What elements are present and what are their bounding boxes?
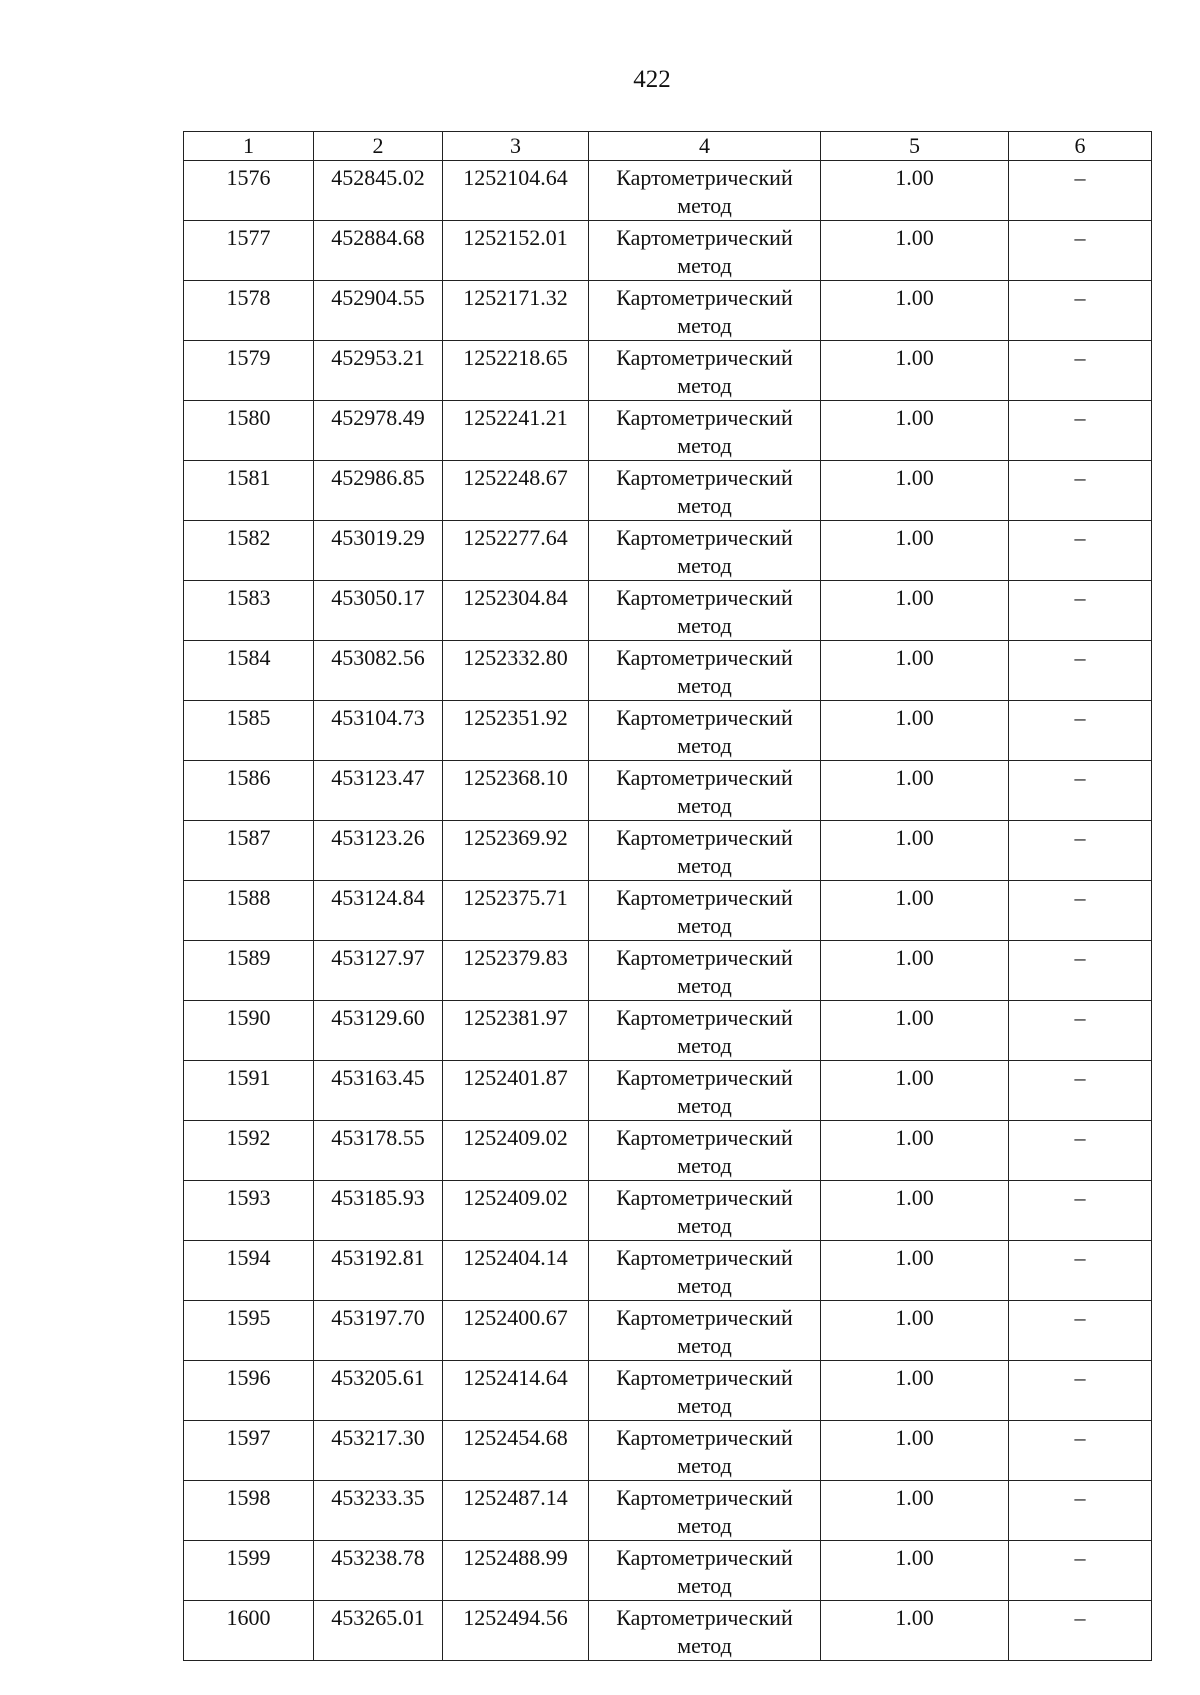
method-line-2: метод [677,253,732,278]
x-coordinate-cell: 453082.56 [314,641,443,701]
accuracy-cell: 1.00 [821,1181,1009,1241]
method-line-2: метод [677,193,732,218]
x-coordinate-cell: 453233.35 [314,1481,443,1541]
x-coordinate-cell: 452904.55 [314,281,443,341]
method-cell [589,1301,821,1361]
x-coordinate-cell: 452884.68 [314,221,443,281]
method-line-1: Картометрический [616,465,793,490]
method-cell [589,1601,821,1661]
method-line-1: Картометрический [616,1125,793,1150]
x-coordinate-cell: 453123.26 [314,821,443,881]
x-coordinate-cell: 453104.73 [314,701,443,761]
accuracy-cell: 1.00 [821,521,1009,581]
column-header: 2 [314,132,443,161]
x-coordinate-cell: 452986.85 [314,461,443,521]
note-cell: – [1009,521,1152,581]
method-line-1: Картометрический [616,765,793,790]
x-coordinate-cell: 453192.81 [314,1241,443,1301]
method-cell [589,1541,821,1601]
method-line-1: Картометрический [616,1245,793,1270]
accuracy-cell: 1.00 [821,1301,1009,1361]
point-number-cell: 1582 [184,521,314,581]
table-body [184,161,1152,1661]
accuracy-cell: 1.00 [821,341,1009,401]
column-header: 1 [184,132,314,161]
table-row [184,1361,1152,1421]
y-coordinate-cell: 1252152.01 [443,221,589,281]
point-number-cell: 1581 [184,461,314,521]
column-header: 6 [1009,132,1152,161]
y-coordinate-cell: 1252304.84 [443,581,589,641]
accuracy-cell: 1.00 [821,581,1009,641]
point-number-cell: 1594 [184,1241,314,1301]
note-cell: – [1009,1301,1152,1361]
y-coordinate-cell: 1252332.80 [443,641,589,701]
method-line-2: метод [677,913,732,938]
y-coordinate-cell: 1252248.67 [443,461,589,521]
method-line-2: метод [677,733,732,758]
table-row [184,461,1152,521]
x-coordinate-cell: 453163.45 [314,1061,443,1121]
method-cell [589,1361,821,1421]
accuracy-cell: 1.00 [821,1421,1009,1481]
note-cell: – [1009,1421,1152,1481]
accuracy-cell: 1.00 [821,1241,1009,1301]
method-line-1: Картометрический [616,705,793,730]
method-line-1: Картометрический [616,1545,793,1570]
point-number-cell: 1579 [184,341,314,401]
table-row [184,281,1152,341]
method-line-1: Картометрический [616,885,793,910]
y-coordinate-cell: 1252488.99 [443,1541,589,1601]
x-coordinate-cell: 453129.60 [314,1001,443,1061]
table-row [184,1121,1152,1181]
method-cell [589,1481,821,1541]
x-coordinate-cell: 453178.55 [314,1121,443,1181]
x-coordinate-cell: 452845.02 [314,161,443,221]
y-coordinate-cell: 1252409.02 [443,1181,589,1241]
x-coordinate-cell: 453185.93 [314,1181,443,1241]
method-line-1: Картометрический [616,1425,793,1450]
method-cell [589,1241,821,1301]
method-line-2: метод [677,1213,732,1238]
x-coordinate-cell: 453197.70 [314,1301,443,1361]
method-line-2: метод [677,553,732,578]
x-coordinate-cell: 453124.84 [314,881,443,941]
method-line-1: Картометрический [616,1485,793,1510]
method-line-2: метод [677,1033,732,1058]
method-line-2: метод [677,373,732,398]
method-line-2: метод [677,1153,732,1178]
note-cell: – [1009,881,1152,941]
header-row [184,132,1152,161]
method-line-1: Картометрический [616,1065,793,1090]
y-coordinate-cell: 1252400.67 [443,1301,589,1361]
point-number-cell: 1587 [184,821,314,881]
method-line-1: Картометрический [616,165,793,190]
table-row [184,221,1152,281]
method-line-2: метод [677,853,732,878]
note-cell: – [1009,1001,1152,1061]
x-coordinate-cell: 453217.30 [314,1421,443,1481]
note-cell: – [1009,581,1152,641]
method-cell [589,341,821,401]
method-line-2: метод [677,1093,732,1118]
point-number-cell: 1588 [184,881,314,941]
method-cell [589,761,821,821]
table-row [184,1181,1152,1241]
accuracy-cell: 1.00 [821,1121,1009,1181]
accuracy-cell: 1.00 [821,701,1009,761]
note-cell: – [1009,1361,1152,1421]
method-line-2: метод [677,1513,732,1538]
note-cell: – [1009,941,1152,1001]
method-line-2: метод [677,493,732,518]
table-row [184,701,1152,761]
method-line-2: метод [677,793,732,818]
table-row [184,1421,1152,1481]
method-line-2: метод [677,433,732,458]
method-cell [589,461,821,521]
method-line-2: метод [677,1273,732,1298]
accuracy-cell: 1.00 [821,1601,1009,1661]
table-row [184,641,1152,701]
method-cell [589,881,821,941]
note-cell: – [1009,701,1152,761]
accuracy-cell: 1.00 [821,821,1009,881]
table-row [184,521,1152,581]
table-row [184,581,1152,641]
accuracy-cell: 1.00 [821,461,1009,521]
y-coordinate-cell: 1252379.83 [443,941,589,1001]
note-cell: – [1009,1241,1152,1301]
x-coordinate-cell: 453123.47 [314,761,443,821]
note-cell: – [1009,401,1152,461]
point-number-cell: 1590 [184,1001,314,1061]
point-number-cell: 1600 [184,1601,314,1661]
x-coordinate-cell: 453019.29 [314,521,443,581]
coordinates-table [183,131,1152,1661]
accuracy-cell: 1.00 [821,941,1009,1001]
method-line-1: Картометрический [616,1605,793,1630]
note-cell: – [1009,341,1152,401]
table-row [184,1241,1152,1301]
method-line-1: Картометрический [616,525,793,550]
point-number-cell: 1583 [184,581,314,641]
method-line-2: метод [677,1453,732,1478]
column-header: 3 [443,132,589,161]
point-number-cell: 1585 [184,701,314,761]
point-number-cell: 1584 [184,641,314,701]
table-row [184,761,1152,821]
y-coordinate-cell: 1252277.64 [443,521,589,581]
point-number-cell: 1586 [184,761,314,821]
table-row [184,1061,1152,1121]
y-coordinate-cell: 1252454.68 [443,1421,589,1481]
note-cell: – [1009,821,1152,881]
note-cell: – [1009,641,1152,701]
y-coordinate-cell: 1252368.10 [443,761,589,821]
accuracy-cell: 1.00 [821,1481,1009,1541]
x-coordinate-cell: 453050.17 [314,581,443,641]
note-cell: – [1009,281,1152,341]
point-number-cell: 1595 [184,1301,314,1361]
method-line-1: Картометрический [616,405,793,430]
y-coordinate-cell: 1252409.02 [443,1121,589,1181]
column-header: 4 [589,132,821,161]
point-number-cell: 1591 [184,1061,314,1121]
method-cell [589,161,821,221]
method-cell [589,1061,821,1121]
table-row [184,1481,1152,1541]
y-coordinate-cell: 1252241.21 [443,401,589,461]
accuracy-cell: 1.00 [821,1361,1009,1421]
method-cell [589,1121,821,1181]
x-coordinate-cell: 452953.21 [314,341,443,401]
column-header: 5 [821,132,1009,161]
y-coordinate-cell: 1252351.92 [443,701,589,761]
method-cell [589,701,821,761]
x-coordinate-cell: 452978.49 [314,401,443,461]
note-cell: – [1009,461,1152,521]
method-line-1: Картометрический [616,825,793,850]
method-line-1: Картометрический [616,1185,793,1210]
note-cell: – [1009,1601,1152,1661]
method-cell [589,221,821,281]
method-line-1: Картометрический [616,585,793,610]
y-coordinate-cell: 1252104.64 [443,161,589,221]
accuracy-cell: 1.00 [821,881,1009,941]
method-line-2: метод [677,313,732,338]
note-cell: – [1009,761,1152,821]
method-line-2: метод [677,1333,732,1358]
accuracy-cell: 1.00 [821,641,1009,701]
accuracy-cell: 1.00 [821,1001,1009,1061]
accuracy-cell: 1.00 [821,221,1009,281]
accuracy-cell: 1.00 [821,161,1009,221]
y-coordinate-cell: 1252401.87 [443,1061,589,1121]
point-number-cell: 1593 [184,1181,314,1241]
method-cell [589,941,821,1001]
table-row [184,1001,1152,1061]
point-number-cell: 1580 [184,401,314,461]
method-cell [589,1001,821,1061]
table-row [184,401,1152,461]
method-cell [589,521,821,581]
y-coordinate-cell: 1252404.14 [443,1241,589,1301]
method-line-1: Картометрический [616,1005,793,1030]
accuracy-cell: 1.00 [821,281,1009,341]
y-coordinate-cell: 1252171.32 [443,281,589,341]
note-cell: – [1009,1481,1152,1541]
table-row [184,1541,1152,1601]
point-number-cell: 1577 [184,221,314,281]
x-coordinate-cell: 453205.61 [314,1361,443,1421]
table-header [184,132,1152,161]
point-number-cell: 1597 [184,1421,314,1481]
x-coordinate-cell: 453127.97 [314,941,443,1001]
method-cell [589,1421,821,1481]
y-coordinate-cell: 1252414.64 [443,1361,589,1421]
method-line-1: Картометрический [616,1305,793,1330]
x-coordinate-cell: 453238.78 [314,1541,443,1601]
method-line-1: Картометрический [616,285,793,310]
point-number-cell: 1589 [184,941,314,1001]
y-coordinate-cell: 1252375.71 [443,881,589,941]
method-line-1: Картометрический [616,1365,793,1390]
method-line-2: метод [677,1633,732,1658]
method-line-2: метод [677,973,732,998]
accuracy-cell: 1.00 [821,761,1009,821]
table-row [184,1601,1152,1661]
point-number-cell: 1578 [184,281,314,341]
method-line-2: метод [677,673,732,698]
method-cell [589,401,821,461]
note-cell: – [1009,1181,1152,1241]
table-row [184,821,1152,881]
table-row [184,1301,1152,1361]
method-cell [589,641,821,701]
y-coordinate-cell: 1252381.97 [443,1001,589,1061]
page-number: 422 [633,66,671,93]
method-line-2: метод [677,613,732,638]
accuracy-cell: 1.00 [821,401,1009,461]
table-row [184,881,1152,941]
y-coordinate-cell: 1252494.56 [443,1601,589,1661]
method-line-2: метод [677,1573,732,1598]
method-line-2: метод [677,1393,732,1418]
point-number-cell: 1598 [184,1481,314,1541]
point-number-cell: 1592 [184,1121,314,1181]
point-number-cell: 1576 [184,161,314,221]
note-cell: – [1009,1541,1152,1601]
accuracy-cell: 1.00 [821,1061,1009,1121]
y-coordinate-cell: 1252218.65 [443,341,589,401]
method-cell [589,281,821,341]
method-cell [589,1181,821,1241]
method-line-1: Картометрический [616,225,793,250]
point-number-cell: 1599 [184,1541,314,1601]
method-cell [589,821,821,881]
table-row [184,941,1152,1001]
y-coordinate-cell: 1252369.92 [443,821,589,881]
note-cell: – [1009,1061,1152,1121]
method-line-1: Картометрический [616,345,793,370]
note-cell: – [1009,1121,1152,1181]
method-line-1: Картометрический [616,945,793,970]
x-coordinate-cell: 453265.01 [314,1601,443,1661]
y-coordinate-cell: 1252487.14 [443,1481,589,1541]
note-cell: – [1009,161,1152,221]
accuracy-cell: 1.00 [821,1541,1009,1601]
table-row [184,341,1152,401]
note-cell: – [1009,221,1152,281]
method-line-1: Картометрический [616,645,793,670]
method-cell [589,581,821,641]
table-row [184,161,1152,221]
point-number-cell: 1596 [184,1361,314,1421]
